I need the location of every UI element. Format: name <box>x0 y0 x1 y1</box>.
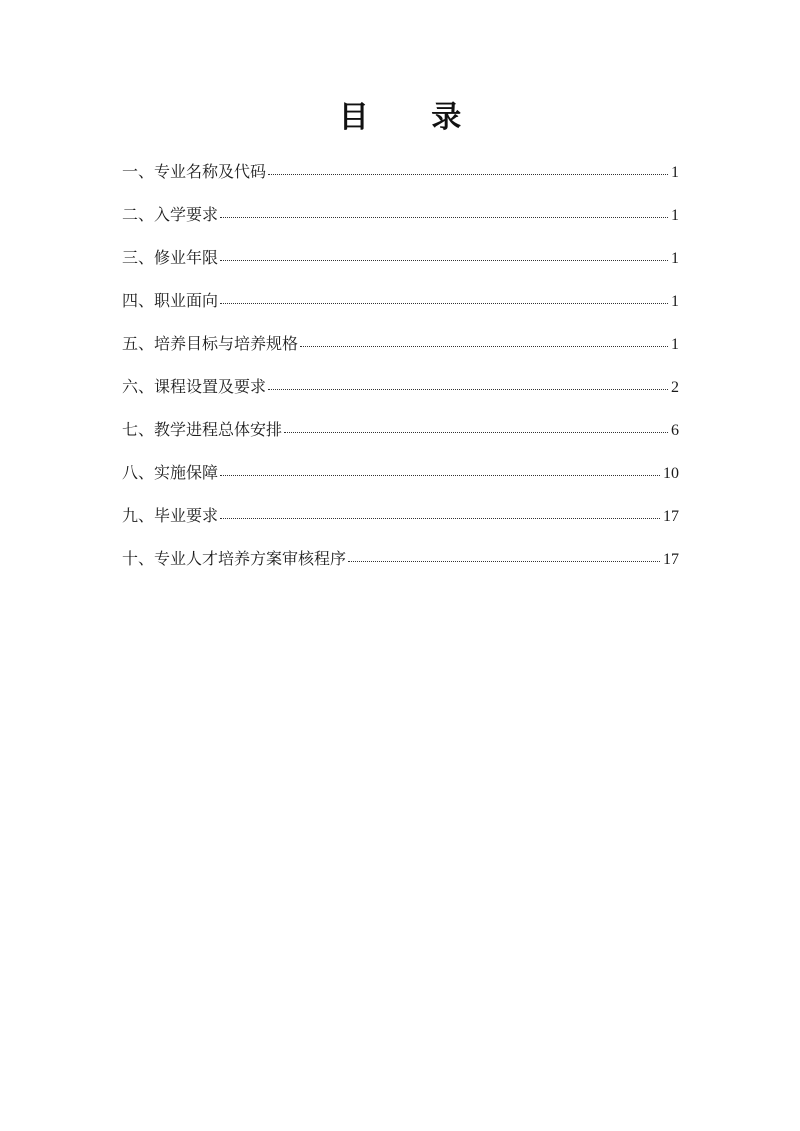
toc-title: 目 录 <box>338 100 488 135</box>
toc-dot-leader <box>348 561 660 562</box>
toc-entry-label: 五、培养目标与培养规格 <box>122 334 299 353</box>
toc-dot-leader <box>268 174 668 175</box>
toc-entry[interactable] <box>122 537 679 580</box>
toc-entry-label: 二、入学要求 <box>122 205 219 224</box>
toc-entry-label: 八、实施保障 <box>122 463 219 482</box>
toc-dot-leader <box>268 389 668 390</box>
toc-entry-page: 17 <box>663 508 679 525</box>
toc-entry[interactable] <box>122 408 679 451</box>
toc-entry-label: 四、职业面向 <box>122 291 219 310</box>
toc-dot-leader <box>220 260 668 261</box>
toc-entry-label: 十、专业人才培养方案审核程序 <box>122 549 347 568</box>
toc-entry-label: 三、修业年限 <box>122 248 219 267</box>
toc-entry[interactable] <box>122 236 679 279</box>
toc-entry[interactable] <box>122 365 679 408</box>
toc-dot-leader <box>220 518 660 519</box>
toc-entry-page: 1 <box>671 250 679 267</box>
toc-entry[interactable] <box>122 322 679 365</box>
toc-dot-leader <box>300 346 668 347</box>
toc-entry[interactable] <box>122 150 679 193</box>
toc-dot-leader <box>220 303 668 304</box>
toc-dot-leader <box>220 475 660 476</box>
toc-entry-page: 10 <box>663 465 679 482</box>
toc-entry-page: 1 <box>671 293 679 310</box>
toc-entry-page: 6 <box>671 422 679 439</box>
toc-entry-label: 一、专业名称及代码 <box>122 162 267 181</box>
toc-list <box>122 150 679 580</box>
toc-entry-label: 七、教学进程总体安排 <box>122 420 283 439</box>
toc-entry-label: 六、课程设置及要求 <box>122 377 267 396</box>
toc-entry[interactable] <box>122 279 679 322</box>
toc-entry-page: 1 <box>671 336 679 353</box>
toc-entry-page: 2 <box>671 379 679 396</box>
toc-dot-leader <box>284 432 668 433</box>
toc-entry-label: 九、毕业要求 <box>122 506 219 525</box>
toc-entry-page: 1 <box>671 207 679 224</box>
toc-entry-page: 1 <box>671 164 679 181</box>
toc-entry-page: 17 <box>663 551 679 568</box>
toc-entry[interactable] <box>122 193 679 236</box>
toc-entry[interactable] <box>122 494 679 537</box>
toc-entry[interactable] <box>122 451 679 494</box>
toc-dot-leader <box>220 217 668 218</box>
